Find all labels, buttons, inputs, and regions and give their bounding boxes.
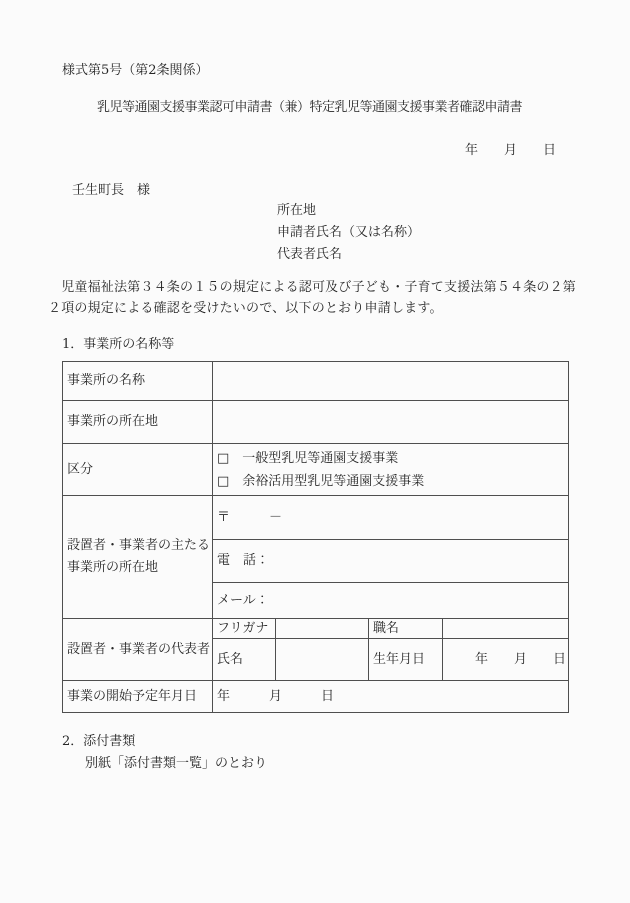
category-label: 区分 xyxy=(63,444,213,496)
category-option-surplus-label: 余裕活用型乳児等通園支援事業 xyxy=(242,473,425,489)
table-row xyxy=(63,362,569,401)
table-row xyxy=(63,444,569,496)
furigana-label: フリガナ xyxy=(213,619,276,639)
category-option-surplus xyxy=(217,470,566,493)
job-title-input-cell[interactable] xyxy=(443,619,569,639)
application-date-line: 年 月 日 xyxy=(465,143,557,158)
office-name-input-cell[interactable] xyxy=(213,362,569,401)
birthdate-label: 生年月日 xyxy=(369,639,443,681)
applicant-name-label: 申請者氏名（又は名称） xyxy=(277,225,421,240)
furigana-input-cell[interactable] xyxy=(276,619,369,639)
statement-line-1: 児童福祉法第３４条の１５の規定による認可及び子ども・子育て支援法第５４条の２第 xyxy=(48,280,577,295)
start-date-input-cell[interactable]: 年 月 日 xyxy=(213,681,569,713)
applicant-representative-label: 代表者氏名 xyxy=(277,247,343,262)
form-number: 様式第5号（第2条関係） xyxy=(62,63,209,78)
representative-label: 設置者・事業者の代表者 xyxy=(63,619,213,681)
birthdate-input-cell[interactable]: 年 月 日 xyxy=(443,639,569,681)
business-info-table xyxy=(62,361,569,713)
office-address-input-cell[interactable] xyxy=(213,401,569,444)
table-row xyxy=(63,619,569,639)
application-statement xyxy=(48,281,588,323)
table-row xyxy=(63,681,569,713)
email-input-cell[interactable]: メール： xyxy=(213,583,569,619)
applicant-block xyxy=(277,204,420,270)
phone-input-cell[interactable]: 電 話： xyxy=(213,540,569,583)
main-office-address-label: 設置者・事業者の主たる事業所の所在地 xyxy=(63,496,213,619)
office-address-label: 事業所の所在地 xyxy=(63,401,213,444)
category-option-general-label: 一般型乳児等通園支援事業 xyxy=(242,450,399,466)
start-date-label: 事業の開始予定年月日 xyxy=(63,681,213,713)
checkbox-unchecked-icon[interactable]: □ xyxy=(217,450,230,466)
applicant-address-label: 所在地 xyxy=(277,203,317,218)
section-1-heading: 1．事業所の名称等 xyxy=(62,337,175,352)
job-title-label: 職名 xyxy=(369,619,443,639)
table-row xyxy=(63,401,569,444)
name-label: 氏名 xyxy=(213,639,276,681)
addressee-line: 壬生町長 様 xyxy=(72,183,151,198)
postal-code-input-cell[interactable]: 〒 － xyxy=(213,496,569,540)
office-name-label: 事業所の名称 xyxy=(63,362,213,401)
checkbox-unchecked-icon[interactable]: □ xyxy=(217,473,230,489)
category-options-cell xyxy=(213,444,569,496)
section-2-heading: 2．添付書類 xyxy=(62,734,136,749)
document-title: 乳児等通園支援事業認可申請書（兼）特定乳児等通園支援事業者確認申請書 xyxy=(97,100,523,115)
name-input-cell[interactable] xyxy=(276,639,369,681)
table-row xyxy=(63,496,569,540)
statement-line-2: ２項の規定による確認を受けたいので、以下のとおり申請します。 xyxy=(48,301,443,316)
category-option-general xyxy=(217,447,566,470)
section-2-body: 別紙「添付書類一覧」のとおり xyxy=(85,756,268,771)
